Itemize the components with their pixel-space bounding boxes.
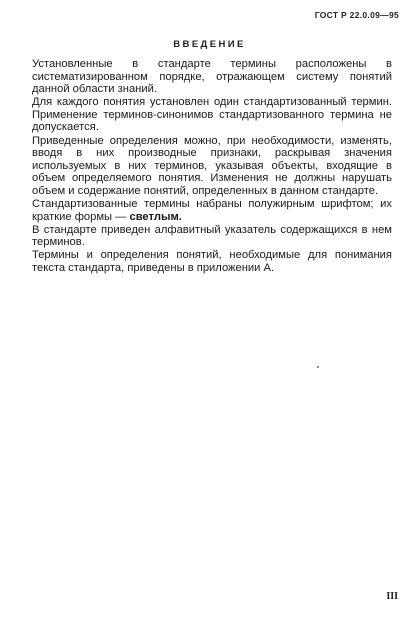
paragraph-4-part-1: Стандартизованные термины набраны полужирным шрифтом; их краткие формы — [32,198,392,223]
paragraph-1: Установленные в стандарте термины расположены в систематизированном порядке, отражающем систему понятий данной области знаний. [32,58,392,96]
paragraph-4-part-2: светлым. [129,210,182,223]
print-speck [317,366,319,368]
page-number: III [386,591,398,602]
paragraph-3: Приведенные определения можно, при необходимости, изменять, вводя в них производные признаки, раскрывая значения используемых в них терминов, указывая объекты, входящие в объем определяемого понятия. Изменения не должны нарушать объем и содержание понятий, определенных в данном стандарте. [32,134,392,197]
introduction-body [32,58,392,275]
document-code-header: ГОСТ Р 22.0.09—95 [314,10,399,20]
paragraph-5: В стандарте приведен алфавитный указатель содержащихся в нем терминов. [32,223,392,249]
paragraph-2: Для каждого понятия установлен один стандартизованный термин. Применение терминов-синонимов стандартизованного термина не допускается. [32,96,392,134]
paragraph-4 [32,198,392,223]
section-title: ВВЕДЕНИЕ [173,39,246,50]
paragraph-6: Термины и определения понятий, необходимые для понимания текста стандарта, приведены в приложении А. [32,249,392,274]
